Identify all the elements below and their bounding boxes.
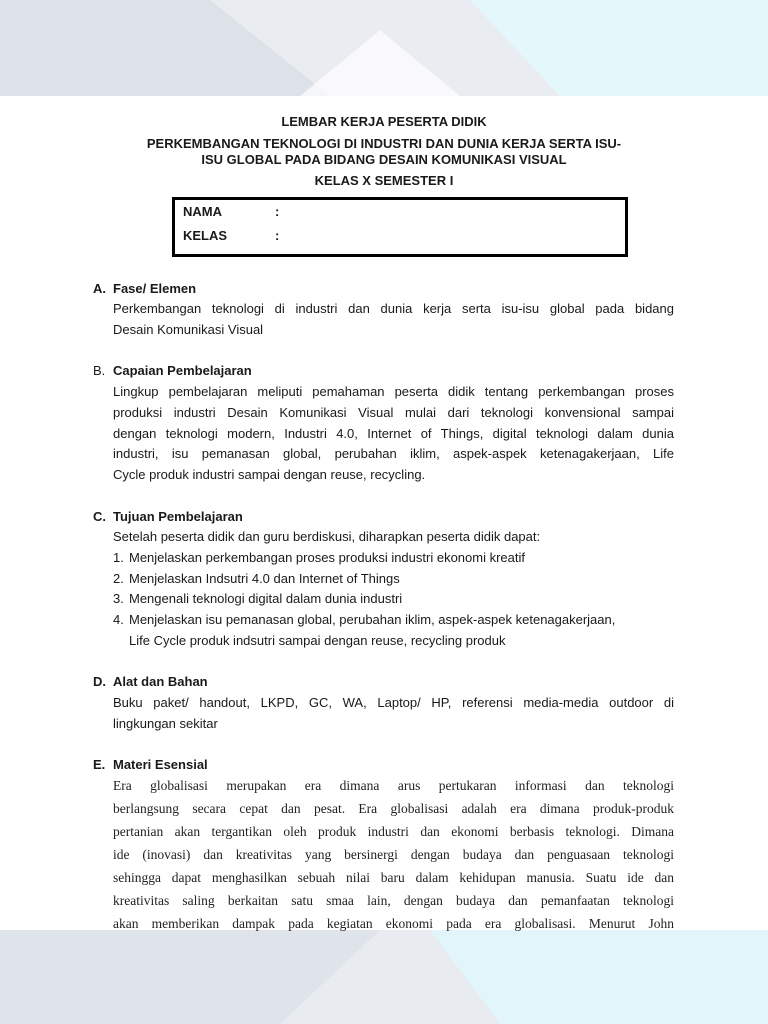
worksheet-title: LEMBAR KERJA PESERTA DIDIK — [281, 114, 487, 129]
section-e-line: pertanian akan tergantikan oleh produk industri dan ekonomi berbasis teknologi. Dimana — [113, 824, 674, 839]
section-e-line: sehingga dapat menghasilkan sebuah nilai baru dalam kehidupan manusia. Suatu ide dan — [113, 870, 674, 885]
section-c-heading — [93, 509, 243, 524]
section-a-heading — [93, 281, 196, 296]
list-item — [113, 589, 674, 610]
section-a-line: Perkembangan teknologi di industri dan dunia kerja serta isu-isu global pada bidang — [113, 301, 674, 316]
list-item-number: 2. — [113, 570, 124, 586]
section-e-letter: E. — [93, 757, 106, 772]
worksheet-subtitle — [0, 136, 768, 168]
section-a-line: Desain Komunikasi Visual — [113, 321, 264, 337]
worksheet-page — [0, 96, 768, 930]
section-b-line: Lingkup pembelajaran meliputi pemahaman peserta didik tentang perkembangan proses — [113, 384, 674, 399]
list-item — [113, 610, 674, 652]
section-c-title: Tujuan Pembelajaran — [113, 509, 243, 524]
class-semester-title: KELAS X SEMESTER I — [314, 173, 454, 188]
section-e-line: berlangsung secara cepat dan pesat. Era globalisasi adalah era dimana produk-produk — [113, 801, 674, 816]
name-row — [183, 204, 279, 219]
list-item — [113, 569, 674, 590]
section-e-line: kreativitas saling berkaitan satu smaa lain, dengan budaya dan pemanfaatan teknologi — [113, 893, 674, 908]
class-separator: : — [275, 228, 280, 243]
section-b-body — [113, 382, 674, 486]
section-e-line: Era globalisasi merupakan era dimana arus pertukaran informasi dan teknologi — [113, 778, 674, 793]
list-item-number: 3. — [113, 591, 124, 607]
section-d-body — [113, 693, 674, 735]
class-row — [183, 228, 279, 243]
section-c-intro: Setelah peserta didik dan guru berdiskusi, diharapkan peserta didik dapat: — [113, 529, 541, 544]
section-b-line: industri, isu pemanasan global, perubahan iklim, aspek-aspek ketenagakerjaan, Life — [113, 446, 674, 462]
list-item-text: Menjelaskan Indsutri 4.0 dan Internet of Things — [129, 570, 400, 586]
name-separator: : — [275, 204, 280, 219]
section-c-body — [113, 527, 674, 652]
section-b-heading — [93, 363, 252, 378]
top-decorative-band — [0, 0, 768, 96]
subtitle-line-1: PERKEMBANGAN TEKNOLOGI DI INDUSTRI DAN DUNIA KERJA SERTA ISU- — [146, 136, 622, 151]
list-item-text: Mengenali teknologi digital dalam dunia industri — [129, 591, 403, 607]
section-c-letter: C. — [93, 509, 106, 524]
class-label: KELAS — [183, 228, 228, 243]
list-item-number: 1. — [113, 549, 124, 565]
section-d-letter: D. — [93, 674, 106, 689]
section-a-letter: A. — [93, 281, 106, 296]
list-item-number: 4. — [113, 612, 124, 628]
section-b-line: produksi industri Desain Komunikasi Visual mulai dari teknologi konvensional sampai — [113, 404, 674, 420]
section-b-line: Cycle produk industri sampai dengan reuse, recycling. — [113, 467, 426, 483]
student-identity-box — [172, 197, 628, 257]
section-b-letter: B. — [93, 363, 106, 378]
section-d-heading — [93, 674, 208, 689]
top-band-graphic — [0, 0, 768, 96]
list-item-text: Menjelaskan isu pemanasan global, perubahan iklim, aspek-aspek ketenagakerjaan, — [129, 612, 616, 628]
list-item-text: Menjelaskan perkembangan proses produksi industri ekonomi kreatif — [129, 549, 525, 565]
section-a-body — [113, 299, 674, 341]
section-e-line: akan memberikan dampak pada kegiatan ekonomi pada era globalisasi. Menurut John — [113, 916, 674, 931]
name-label: NAMA — [183, 204, 222, 219]
section-d-title: Alat dan Bahan — [113, 674, 208, 689]
section-e-body — [113, 774, 674, 935]
section-a-title: Fase/ Elemen — [113, 281, 197, 296]
section-b-title: Capaian Pembelajaran — [113, 363, 252, 378]
section-b-line: dengan teknologi modern, Industri 4.0, Internet of Things, digital teknologi dalam dunia — [113, 425, 674, 441]
list-item-text-continued: Life Cycle produk indsutri sampai dengan reuse, recycling produk — [129, 632, 506, 648]
section-e-title: Materi Esensial — [113, 757, 208, 772]
section-e-line: ide (inovasi) dan kreativitas yang bersinergi dengan budaya dan penguasaan teknologi — [113, 847, 674, 862]
bottom-band-graphic — [0, 930, 768, 1024]
list-item — [113, 548, 674, 569]
bottom-decorative-band — [0, 930, 768, 1024]
subtitle-line-2: ISU GLOBAL PADA BIDANG DESAIN KOMUNIKASI VISUAL — [201, 152, 567, 167]
section-e-heading — [93, 757, 208, 772]
section-d-line: lingkungan sekitar — [113, 715, 218, 731]
section-d-line: Buku paket/ handout, LKPD, GC, WA, Laptop/ HP, referensi media-media outdoor di — [113, 695, 674, 710]
